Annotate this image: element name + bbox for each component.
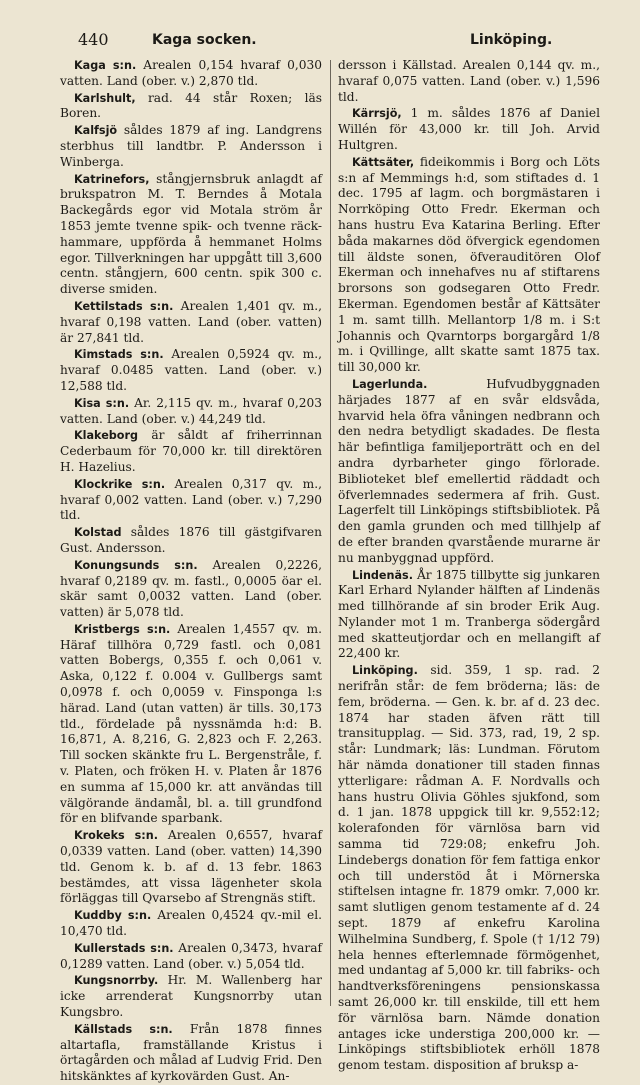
page-header [58,30,618,58]
entry-body: Från 1878 finnes altartafla, framställande Kristus i örtagården och målad af Ludvig Frid. Den hitskänktes af kyrkovärden Gust. An- [60,1021,322,1084]
entry [60,58,322,90]
column-divider [330,60,331,1006]
entry-body: År 1875 tillbytte sig junkaren Karl Erhard Nylander hälften af Lindenäs med tillhörande af sin broder Erik Aug. Nylander mot 1 m. Tranberga södergård med skatteutjordar och en mellangift af 22,400 kr. [338,567,600,661]
entry [60,299,322,346]
page-number: 440 [78,30,109,49]
entry-title: Lagerlunda. [352,377,428,391]
entry-title: Kalfsjö [74,124,118,138]
entry-body: Hr. M. Wallenberg har icke arrenderat Kungsnorrby utan Kungsbro. [60,973,322,1020]
entry-body: Arealen 0,154 hvaraf 0,030 vatten. Land (ober. v.) 2,870 tld. [60,58,322,88]
entry-title: Kolstad [74,526,122,540]
entry [338,568,600,663]
entry-title: Kungsnorrby. [74,974,159,988]
entry-title: Kaga s:n. [74,59,137,72]
entry-title: Linköping. [352,664,418,678]
right-column [338,58,600,1073]
entry-title: Kärrsjö, [352,107,402,121]
running-title-left: Kaga socken. [152,32,257,48]
entry-title: Kettilstads s:n. [74,299,174,313]
entry-body: 1 m. såldes 1876 af Daniel Willén för 43,000 kr. till Joh. Arvid Hultgren. [338,106,600,152]
entry-title: Klockrike s:n. [74,477,166,491]
entry-title: Lindenäs. [352,568,413,582]
entry-body: Hufvudbyggnaden härjades 1877 af en svår eldsvåda, hvarvid hela öfra våningen nedbrann och den nedra betydligt skadades. De flesta här befintliga familjeporträtt och en del andra dyrbarheter gingo förlorade. Biblioteket blef emellertid räddadt och öfverlemnades sedermera af frih. Gust. Lagerfelt till Linköpings stiftsbibliotek. På den gamla grunden och med tillhjelp af de efter branden qvarstående murarne är nu manbyggnad uppförd. [338,376,600,565]
entry-title: Kimstads s:n. [74,348,164,362]
entry-body: Arealen 1,401 qv. m., hvaraf 0,198 vatten. Land (ober. vatten) är 27,841 tld. [60,298,322,345]
entry [60,123,322,170]
entry [60,477,322,524]
entry-title: Karlshult, [74,91,136,105]
entry-body: stångjernsbruk anlagdt af brukspatron M. T. Berndes å Motala Backegårds egor vid Motala ström år 1853 jemte tvenne spik- och tvenne räck-hammare, uppförda å hemmanet Holms egor. Tillverkningen har uppgått till 3,600 centn. stångjern, 600 centn. spik 300 c. diverse smiden. [60,171,322,297]
entry-body: Arealen 0,5924 qv. m., hvaraf 0.0485 vatten. Land (ober. v.) 12,588 tld. [60,347,322,393]
entry [60,1022,322,1085]
entry-body: Arealen 0,2226, hvaraf 0,2189 qv. m. fastl., 0,0005 öar el. skär samt 0,0032 vatten. Land (ober. vatten) är 5,078 tld. [60,557,322,620]
entry [338,663,600,1074]
entry [338,377,600,567]
entry [60,908,322,940]
entry-body: såldes 1876 till gästgifvaren Gust. Andersson. [60,525,322,555]
entry [338,58,600,105]
entry-title: Kullerstads s:n. [74,941,174,955]
entry [60,558,322,621]
entry-body: såldes 1879 af ing. Landgrens sterbhus till landtbr. P. Andersson i Winberga. [60,123,322,169]
entry [60,428,322,475]
entry-body: Arealen 0,317 qv. m., hvaraf 0,002 vatten. Land (ober. v.) 7,290 tld. [60,476,322,523]
entry [338,155,600,376]
entry [60,622,322,827]
entry-title: Källstads s:n. [74,1022,173,1036]
entry-body: sid. 359, 1 sp. rad. 2 nerifrån står: de fem bröderna; läs: de fem, bröderna. — Gen. k. br. af d. 23 dec. 1874 har staden äfven rätt till transitupplag. — Sid. 373, rad, 19, 2 sp. står: Lundmark; läs: Lundman. Förutom här nämda donationer till staden finnas ytterligare: rådman A. F. Nordvalls och hans hustru Olivia Göhles sjukfond, som d. 1 jan. 1878 uppgick till kr. 9,552:12; kolerafonden för värnlösa barn vid samma tid 729:08; enkefru Joh. Lindebergs donation för fem fattiga enkor och till understöd åt i Mörnerska stiftelsen intagne fr. 1879 omkr. 7,000 kr. samt slutligen genom testamente af d. 24 sept. 1879 af enkefru Karolina Wilhelmina Sundberg, f. Spole († 1/12 79) hela hennes efterlemnade förmögenhet, med undantag af 5,000 kr. till fabriks- och handtverksföreningens pensionskassa samt 26,000 kr. till enskilde, till ett hem för värnlösa barn. Nämde donation antages icke understiga 200,000 kr. — Linköpings stiftsbibliotek erhöll 1878 genom testam. disposition af bruksp a- [338,663,600,1073]
entry [60,396,322,428]
entry-body: rad. 44 står Roxen; läs Boren. [60,90,322,121]
entry-title: Konungsunds s:n. [74,558,198,572]
left-column [60,58,322,1084]
entry-title: Katrinefors, [74,172,150,186]
entry [60,828,322,907]
text-columns [58,58,618,1084]
entry-body: Arealen 0,3473, hvaraf 0,1289 vatten. Land (ober. v.) 5,054 tld. [60,940,322,971]
entry-body: Ar. 2,115 qv. m., hvaraf 0,203 vatten. Land (ober. v.) 44,249 tld. [60,395,322,426]
entry-body: är såldt af friherrinnan Cederbaum för 70,000 kr. till direktören H. Hazelius. [60,428,322,474]
entry-title: Kisa s:n. [74,396,130,410]
entry-body: fideikommis i Borg och Löts s:n af Memmings h:d, som stiftades d. 1 dec. 1795 af lagm. och borgmästaren i Norrköping Otto Fredr. Ekerman och hans hustru Eva Katarina Berling. Efter båda makarnes död öfvergick egendomen till äldste sonen, öfverauditören Olof Ekerman och innehafves nu af stiftarens brorsons son godsegaren Otto Fredr. Ekerman. Egendomen består af Kättsäter 1 m. samt tillh. Mellantorp 1/8 m. i S:t Johannis och Qvarntorps borgargård 1/8 m. i Qvillinge, allt skatte samt 1875 tax. till 30,000 kr. [338,154,600,375]
entry-title: Kristbergs s:n. [74,622,171,636]
entry-title: Klakeborg [74,429,139,443]
entry [60,525,322,557]
entry-title: Kättsäter, [352,155,415,169]
entry-body: dersson i Källstad. Arealen 0,144 qv. m., hvaraf 0,075 vatten. Land (ober. v.) 1,596 tld. [338,58,600,104]
entry-body: Arealen 0,6557, hvaraf 0,0339 vatten. Land (ober. vatten) 14,390 tld. Genom k. b. af d. 13 febr. 1863 bestämdes, att vissa lägenheter skola förläggas till Qvarsebo af Strengnäs stift. [60,828,322,906]
entry-title: Krokeks s:n. [74,829,158,843]
entry-body: Arealen 0,4524 qv.-mil el. 10,470 tld. [60,908,322,939]
entry [60,91,322,123]
entry [60,347,322,394]
running-title-right: Linköping. [470,32,553,48]
entry [338,106,600,153]
entry [60,941,322,973]
entry-title: Kuddby s:n. [74,909,152,923]
entry [60,172,322,298]
entry [60,973,322,1020]
entry-body: Arealen 1,4557 qv. m. Häraf tillhöra 0,729 fastl. och 0,081 vatten Bobergs, 0,355 f. och 0,061 v. Aska, 0,122 f. 0.004 v. Gullbergs samt 0,0978 f. och 0,0059 v. Finsponga l:s härad. Land (utan vatten) är tills. 30,173 tld., fördelade på nyssnämda h:d: B. 16,871, A. 8,216, G. 2,823 och F. 2,263. Till socken skänkte fru L. Bergenstråle, f. v. Platen, och fröken H. v. Platen år 1876 en summa af 15,000 kr. att användas till välgörande ändamål, bl. a. till grundfond för en blifvande sparbank. [60,621,322,826]
